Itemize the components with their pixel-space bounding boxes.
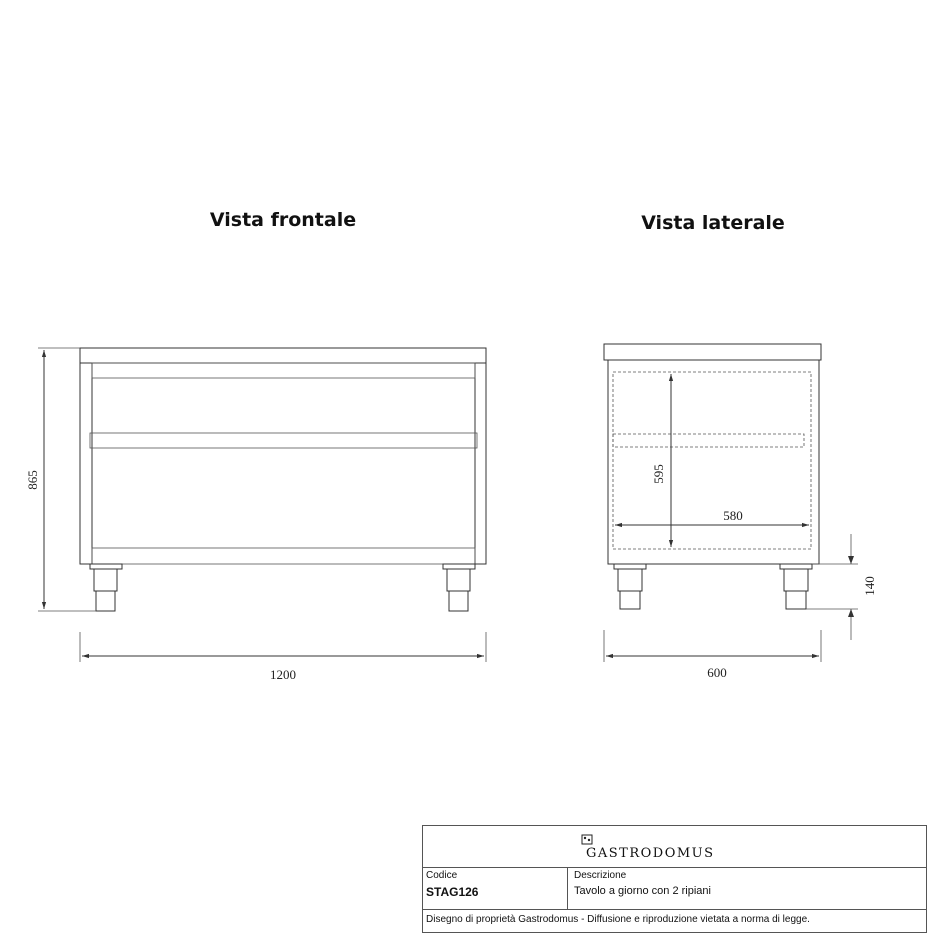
side-inner-depth-label: 580 <box>723 508 743 523</box>
code-cell <box>423 868 568 909</box>
description-value: Tavolo a giorno con 2 ripiani <box>574 885 711 897</box>
code-label: Codice <box>426 870 458 881</box>
title-block-footer: Disegno di proprietà Gastrodomus - Diffusione e riproduzione vietata a norma di legge. <box>426 914 810 925</box>
side-middle-shelf <box>613 434 804 447</box>
brand-logo: GASTRODOMUS <box>586 846 715 861</box>
front-right-leg <box>443 564 475 611</box>
title-block <box>422 825 927 933</box>
front-bottom-shelf <box>92 548 475 564</box>
side-inner-height-label: 595 <box>651 464 666 484</box>
side-inner-frame <box>613 372 811 549</box>
front-left-leg <box>90 564 122 611</box>
side-body <box>608 360 819 564</box>
chef-hat-icon <box>580 833 594 847</box>
front-left-upright <box>80 363 92 564</box>
front-height-label: 865 <box>25 470 40 490</box>
front-width-label: 1200 <box>270 667 296 682</box>
front-right-upright <box>475 363 486 564</box>
front-view <box>25 348 486 682</box>
side-right-leg <box>780 564 812 609</box>
side-left-leg <box>614 564 646 609</box>
side-top-slab <box>604 344 821 360</box>
side-view <box>604 344 877 680</box>
code-value: STAG126 <box>426 885 479 899</box>
description-label: Descrizione <box>574 870 627 881</box>
side-leg-height-label: 140 <box>862 576 877 596</box>
front-view-title: Vista frontale <box>209 209 357 231</box>
front-upper-rail <box>92 363 475 378</box>
front-top-slab <box>80 348 486 363</box>
title-block-info-row <box>423 868 926 910</box>
front-middle-shelf <box>90 433 477 448</box>
side-view-title: Vista laterale <box>641 212 785 234</box>
title-block-logo-area <box>423 826 926 868</box>
side-width-label: 600 <box>707 665 727 680</box>
